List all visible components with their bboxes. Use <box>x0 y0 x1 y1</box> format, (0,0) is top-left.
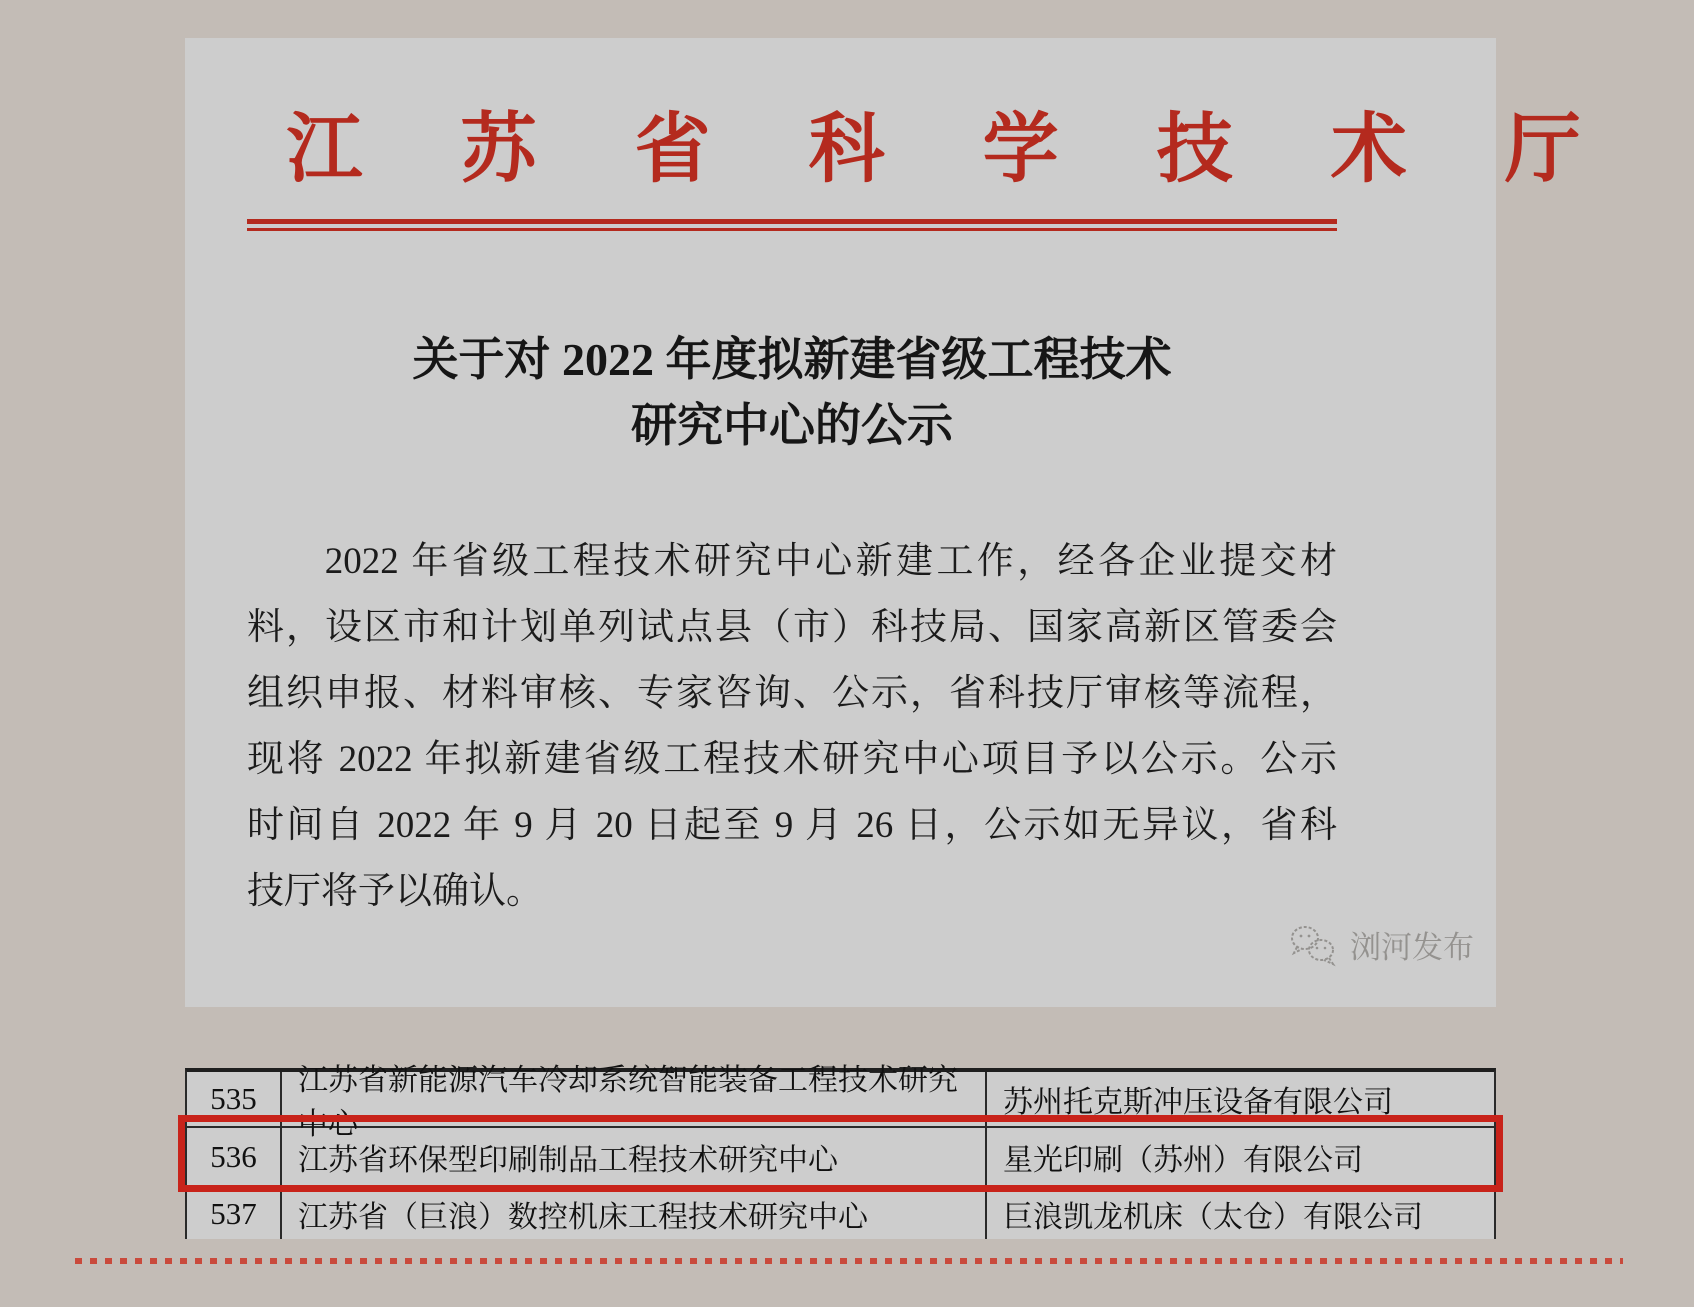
company-cell: 苏州托克斯冲压设备有限公司 <box>1003 1086 1393 1119</box>
center-name-cell: 江苏省环保型印刷制品工程技术研究中心 <box>282 1128 987 1186</box>
center-name-cell: 江苏省（巨浪）数控机床工程技术研究中心 <box>282 1188 987 1239</box>
table-row <box>187 1064 1494 1141</box>
letterhead-rule-thick <box>247 219 1337 224</box>
body-line: 料，设区市和计划单列试点县（市）科技局、国家高新区管委会 <box>247 607 1337 648</box>
chat-bubbles-icon <box>1288 923 1340 967</box>
letterhead-rule-thin <box>247 228 1337 231</box>
row-number-cell: 537 <box>187 1188 282 1239</box>
body-line: 时间自 2022 年 9 月 20 日起至 9 月 26 日，公示如无异议，省科 <box>247 805 1337 846</box>
letterhead-divider <box>247 219 1337 231</box>
document-body <box>247 529 1337 925</box>
center-name-cell: 江苏省新能源汽车冷却系统智能装备工程技术研究中心 <box>282 1072 987 1126</box>
row-number-cell: 535 <box>187 1072 282 1126</box>
document-title-line2: 研究中心的公示 <box>631 400 953 451</box>
company-cell: 巨浪凯龙机床（太仓）有限公司 <box>1003 1200 1423 1234</box>
watermark-label: 浏河发布 <box>1350 930 1474 965</box>
letterhead-title: 江 苏 省 科 学 技 术 厅 <box>286 108 1621 192</box>
table-row <box>187 1188 1494 1239</box>
publisher-watermark <box>1288 922 1474 967</box>
table-row-highlighted <box>187 1128 1494 1188</box>
company-cell: 星光印刷（苏州）有限公司 <box>1003 1144 1363 1177</box>
document-title-line1: 关于对 2022 年度拟新建省级工程技术 <box>412 334 1172 385</box>
body-line: 技厅将予以确认。 <box>247 871 543 912</box>
body-line: 现将 2022 年拟新建省级工程技术研究中心项目予以公示。公示 <box>247 739 1337 780</box>
document-title <box>247 327 1337 459</box>
document-card <box>185 38 1621 1007</box>
public-list-table <box>185 1064 1496 1239</box>
dashed-separator <box>75 1258 1623 1264</box>
body-line: 2022 年省级工程技术研究中心新建工作，经各企业提交材 <box>324 541 1337 582</box>
body-line: 组织申报、材料审核、专家咨询、公示，省科技厅审核等流程， <box>247 673 1337 714</box>
row-number-cell: 536 <box>187 1128 282 1186</box>
